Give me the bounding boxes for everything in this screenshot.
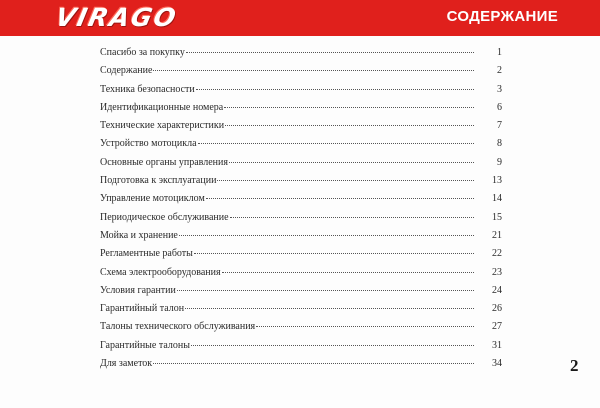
toc-leader-dots — [198, 143, 474, 144]
toc-entry — [100, 102, 502, 120]
toc-entry-page: 8 — [497, 138, 502, 150]
toc-entry-title: Талоны технического обслуживания — [100, 321, 256, 333]
toc-entry — [100, 157, 502, 175]
toc-leader-dots — [196, 89, 474, 90]
toc-entry-title: Управление мотоциклом — [100, 193, 205, 205]
table-of-contents — [100, 47, 502, 376]
toc-entry-page: 6 — [497, 101, 502, 113]
toc-leader-dots — [153, 70, 474, 71]
toc-entry — [100, 138, 502, 156]
page-number: 2 — [570, 356, 579, 375]
toc-entry-title: Спасибо за покупку — [100, 47, 185, 58]
toc-entry-title: Техника безопасности — [100, 83, 195, 95]
toc-entry-title: Регламентные работы — [100, 248, 193, 260]
toc-leader-dots — [222, 272, 474, 273]
header-bar — [0, 0, 600, 36]
toc-entry-page: 1 — [497, 47, 502, 58]
toc-entry — [100, 230, 502, 248]
toc-entry-title: Содержание — [100, 65, 153, 77]
toc-entry — [100, 175, 502, 193]
toc-leader-dots — [229, 162, 474, 163]
toc-entry — [100, 47, 502, 65]
toc-entry-title: Гарантийный талон — [100, 303, 185, 315]
toc-entry-title: Гарантийные талоны — [100, 339, 190, 351]
toc-entry — [100, 65, 502, 83]
toc-leader-dots — [194, 253, 474, 254]
toc-leader-dots — [186, 52, 474, 53]
toc-leader-dots — [224, 107, 474, 108]
toc-entry — [100, 193, 502, 211]
toc-entry — [100, 321, 502, 339]
toc-entry-title: Схема электрооборудования — [100, 266, 221, 278]
toc-entry-page: 14 — [492, 193, 502, 205]
section-title: СОДЕРЖАНИЕ — [446, 8, 558, 25]
toc-entry-title: Мойка и хранение — [100, 229, 178, 241]
toc-entry-page: 26 — [492, 303, 502, 315]
toc-entry-page: 7 — [497, 120, 502, 132]
toc-leader-dots — [153, 363, 474, 364]
toc-entry-page: 34 — [492, 358, 502, 370]
toc-entry-page: 15 — [492, 211, 502, 223]
toc-entry-page: 24 — [492, 284, 502, 296]
toc-leader-dots — [230, 217, 474, 218]
toc-leader-dots — [177, 290, 474, 291]
toc-leader-dots — [185, 308, 474, 309]
toc-entry-page: 22 — [492, 248, 502, 260]
toc-entry-title: Условия гарантии — [100, 284, 176, 296]
toc-leader-dots — [191, 345, 474, 346]
toc-entry — [100, 358, 502, 376]
toc-entry-title: Технические характеристики — [100, 120, 225, 132]
toc-entry — [100, 84, 502, 102]
toc-entry-page: 9 — [497, 156, 502, 168]
toc-entry-page: 13 — [492, 175, 502, 187]
toc-leader-dots — [206, 198, 474, 199]
toc-entry-page: 23 — [492, 266, 502, 278]
toc-entry-title: Периодическое обслуживание — [100, 211, 229, 223]
toc-entry — [100, 340, 502, 358]
toc-entry — [100, 285, 502, 303]
toc-entry — [100, 248, 502, 266]
toc-leader-dots — [179, 235, 474, 236]
toc-entry — [100, 120, 502, 138]
brand-logo: VIRAGO — [53, 3, 181, 32]
toc-leader-dots — [225, 125, 474, 126]
toc-leader-dots — [217, 180, 474, 181]
toc-entry — [100, 303, 502, 321]
toc-entry — [100, 267, 502, 285]
toc-entry-title: Идентификационные номера — [100, 101, 224, 113]
toc-entry-title: Для заметок — [100, 358, 153, 370]
toc-entry-page: 3 — [497, 83, 502, 95]
toc-leader-dots — [256, 326, 474, 327]
toc-entry — [100, 212, 502, 230]
toc-entry-page: 21 — [492, 229, 502, 241]
toc-entry-title: Устройство мотоцикла — [100, 138, 197, 150]
toc-entry-page: 2 — [497, 65, 502, 77]
toc-entry-page: 27 — [492, 321, 502, 333]
toc-entry-page: 31 — [492, 339, 502, 351]
toc-entry-title: Подготовка к эксплуатации — [100, 175, 217, 187]
toc-entry-title: Основные органы управления — [100, 156, 228, 168]
